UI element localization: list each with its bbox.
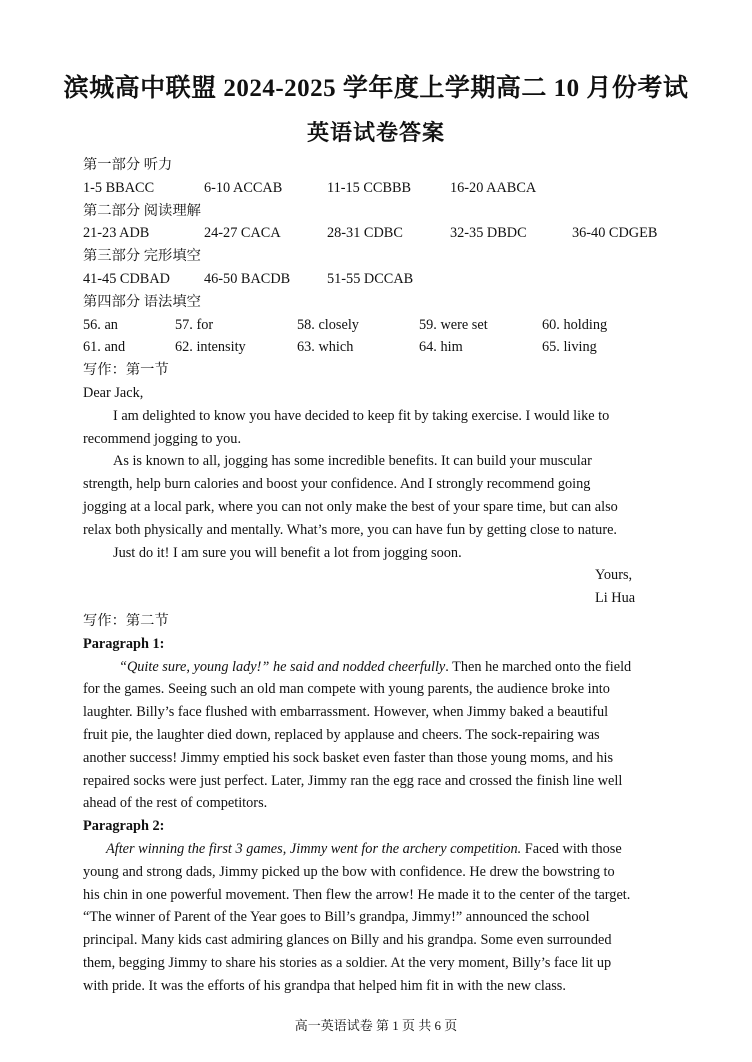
part1-answers: [83, 177, 671, 200]
answer-group: 21-23 ADB: [83, 225, 150, 242]
story-text-line: young and strong dads, Jimmy picked up the bow with confidence. He drew the bowstring to: [83, 863, 615, 880]
part3-answers: [83, 268, 671, 291]
part4-answers-row1: [83, 314, 671, 337]
part1-heading: 第一部分 听力: [83, 157, 173, 173]
grammar-answer: 62. intensity: [175, 339, 246, 356]
story-text-line: fruit pie, the laughter died down, replaced by applause and cheers. The sock-repairing was: [83, 726, 600, 743]
answer-group: 46-50 BACDB: [204, 270, 291, 287]
grammar-answer: 56. an: [83, 316, 118, 333]
given-opening-sentence: “Quite sure, young lady!” he said and nodded cheerfully: [119, 658, 446, 675]
writing1-heading: 写作：第一节: [83, 362, 169, 379]
part2-answers: [83, 222, 671, 245]
paragraph1-label: Paragraph 1:: [83, 635, 165, 652]
answer-group: 6-10 ACCAB: [204, 179, 283, 196]
exam-subtitle: 英语试卷答案: [306, 120, 445, 145]
grammar-answer: 61. and: [83, 339, 126, 356]
answer-group: 36-40 CDGEB: [572, 225, 658, 242]
grammar-answer: 64. him: [419, 339, 463, 356]
letter-closing: Yours,: [595, 567, 633, 584]
answer-group: 11-15 CCBBB: [327, 179, 412, 196]
answer-group: 16-20 AABCA: [450, 179, 537, 196]
letter-text-line: relax both physically and mentally. What’s more, you can have fun by getting close to nature.: [83, 521, 617, 538]
letter-text-line: Just do it! I am sure you will benefit a lot from jogging soon.: [113, 544, 462, 561]
answer-group: 1-5 BBACC: [83, 179, 155, 196]
writing2-heading: 写作：第二节: [83, 612, 169, 629]
story-text-line: ahead of the rest of competitors.: [83, 795, 268, 812]
answer-group: 24-27 CACA: [204, 225, 281, 242]
grammar-answer: 65. living: [542, 339, 597, 356]
story-text-line: his chin in one powerful movement. Then flew the arrow! He made it to the center of the target.: [83, 886, 631, 903]
story-text-fragment: Faced with those: [521, 840, 622, 857]
part2-heading: 第二部分 阅读理解: [83, 202, 201, 219]
story-text-line: principal. Many kids cast admiring glances on Billy and his grandpa. Some even surrounded: [83, 932, 612, 949]
exam-title: 滨城高中联盟 2024-2025 学年度上学期高二 10 月份考试: [63, 75, 689, 102]
story-text-line: [83, 656, 671, 679]
part4-answers-row2: [83, 336, 671, 359]
story-text-line: for the games. Seeing such an old man compete with young parents, the audience broke into: [83, 681, 610, 698]
grammar-answer: 57. for: [175, 316, 214, 333]
grammar-answer: 59. were set: [419, 316, 488, 333]
paragraph2-label: Paragraph 2:: [83, 818, 165, 835]
answer-group: 28-31 CDBC: [327, 225, 403, 242]
story-text-line: [83, 838, 671, 861]
story-text-fragment: . Then he marched onto the field: [445, 658, 632, 675]
part4-heading: 第四部分 语法填空: [83, 293, 201, 310]
letter-text-line: As is known to all, jogging has some incredible benefits. It can build your muscular: [113, 453, 592, 470]
story-text-line: repaired socks were just perfect. Later, Jimmy ran the egg race and crossed the finish line well: [83, 772, 623, 789]
letter-text-line: strength, help burn calories and boost your confidence. And I strongly recommend going: [83, 476, 591, 493]
grammar-answer: 63. which: [297, 339, 354, 356]
answer-content: [83, 154, 671, 997]
story-text-line: with pride. It was the efforts of his grandpa that helped him fit in with the new class.: [83, 977, 566, 994]
story-text-line: another success! Jimmy emptied his sock basket even faster than those young moms, and his: [83, 749, 614, 766]
letter-signature: Li Hua: [595, 590, 636, 607]
letter-text-line: jogging at a local park, where you can not only make the best of your spare time, but can also: [83, 498, 618, 515]
grammar-answer: 58. closely: [297, 316, 359, 333]
answer-group: 32-35 DBDC: [450, 225, 527, 242]
letter-greeting: Dear Jack,: [83, 384, 144, 401]
page-footer: 高一英语试卷 第 1 页 共 6 页: [294, 1018, 458, 1033]
story-text-line: laughter. Billy’s face flushed with embarrassment. However, when Jimmy baked a beautiful: [83, 704, 609, 721]
answer-group: 51-55 DCCAB: [327, 270, 414, 287]
grammar-answer: 60. holding: [542, 316, 608, 333]
letter-text-line: recommend jogging to you.: [83, 430, 242, 447]
answer-group: 41-45 CDBAD: [83, 270, 170, 287]
story-text-line: “The winner of Parent of the Year goes to Bill’s grandpa, Jimmy!” announced the school: [83, 909, 590, 926]
given-opening-sentence: After winning the first 3 games, Jimmy went for the archery competition.: [106, 840, 522, 857]
letter-text-line: I am delighted to know you have decided to keep fit by taking exercise. I would like to: [113, 407, 610, 424]
part3-heading: 第三部分 完形填空: [83, 248, 201, 265]
story-text-line: them, begging Jimmy to share his stories as a soldier. At the very moment, Billy’s face lit up: [83, 954, 612, 971]
